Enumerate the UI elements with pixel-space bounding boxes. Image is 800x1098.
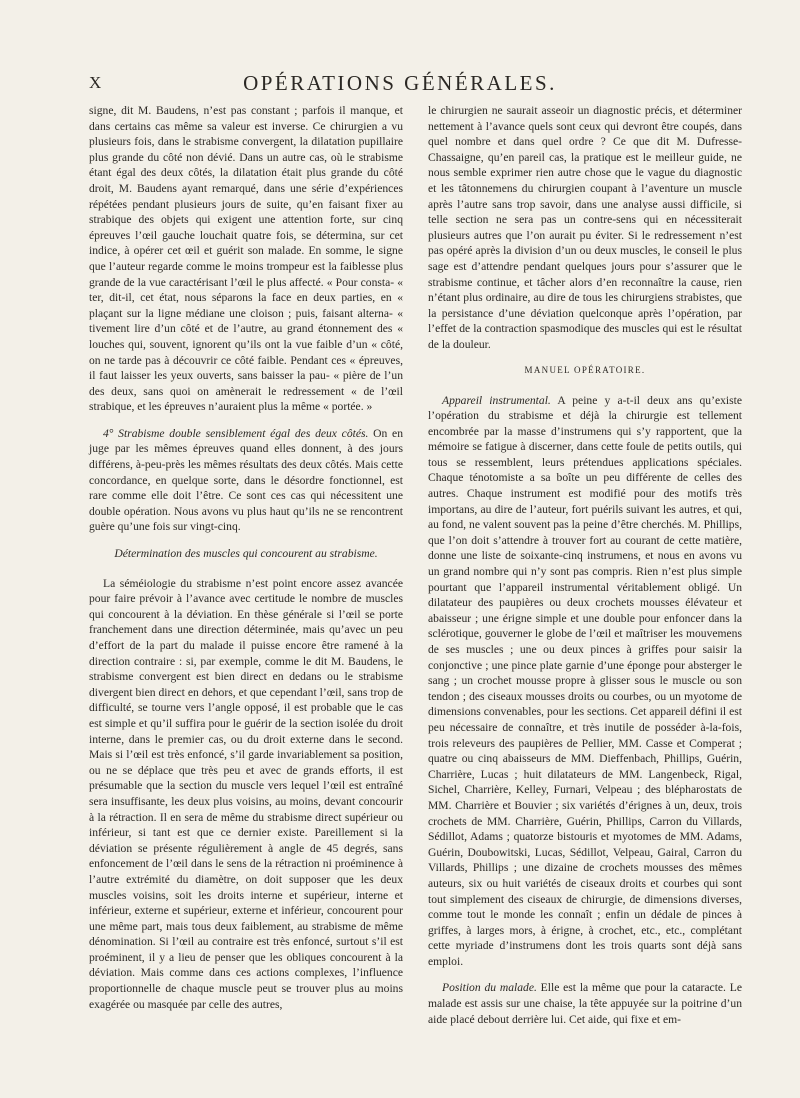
section-heading-manuel: MANUEL OPÉRATOIRE. — [524, 364, 646, 375]
paragraph-right-2-lead: Appareil instrumental. — [442, 393, 551, 407]
paragraph-right-2 — [428, 393, 742, 970]
paragraph-right-2-text: A peine y a-t-il deux ans qu’existe l’opération du strabisme et déjà la chirurgie est tellement encombrée par la masse d’instrumens qui s’y rapportent, que la mémoire se fatigue à discerner, dans cette foule de petits outils, qui tous se ressemblent, leurs prétendues applications spéciales. Chaque ténotomiste a sa boîte un peu différente de celles des autres. Chaque instrument est modifié pour des motifs très importans, au dire de l’auteur, fort puérils suivant les autres, et qui, au fond, ne valent souvent pas la peine d’être cherchés. M. Phillips, que l’on doit s’attendre à trouver fort au courant de cette matière, donne une liste de soixante-cinq instrumens, et nous en avons vu un grand nombre qui n’y sont pas compris. Rien n’est plus simple pourtant que l’appareil instrumental véritablement obligé. Un dilatateur des paupières ou deux crochets mousses élévateur et abaisseur ; une érigne simple et une double pour enfoncer dans la sclérotique, gouverner le globe de l’œil et maîtriser les mouvemens de ses muscles ; une ou deux pinces à griffes pour saisir la conjonctive ; une pince plate garnie d’une éponge pour absterger le sang ; un crochet mousse propre à glisser sous le muscle ou son tendon ; des ciseaux mousses droits ou courbes, ou un myotome de dimensions convenables, pour les sections. Cet appareil défini il est peu nécessaire de connaître, et très inutile de posséder à-la-fois, trois releveurs des paupières de Pellier, MM. Casse et Comperat ; quatre ou cinq abaisseurs de MM. Dieffenbach, Phillips, Guérin, Charrière, Lucas ; huit dilatateurs de MM. Langenbeck, Rigal, Sichel, Charrière, Kelley, Furnari, Velpeau ; des blépharostats de MM. Charrière et Bouvier ; six variétés d’érignes à un, deux, trois crochets de MM. Charrière, Guérin, Phillips, Carron du Villards, Sédillot, Adams ; quatorze bistouris et myotomes de MM. Adams, Guérin, Doubowitski, Lucas, Sédillot, Velpeau, Gairal, Carron du Villards, Phillips ; une dizaine de crochets mousses des mêmes auteurs, six ou huit variétés de ciseaux droits et courbes qui sont tout simplement des ciseaux de chirurgie, de dimensions diverses, comme tout le monde les connaît ; enfin un dédale de pinces à griffes, à larges mors, à érigne, à crochet, etc., etc., complétant cette myriade d’instrumens dont les trois quarts sont déjà sans emploi. — [428, 393, 742, 968]
paragraph-left-3: La séméiologie du strabisme n’est point encore assez avancée pour faire prévoir à l’avance avec certitude le nombre de muscles qui concourent à la déviation. En thèse générale si l’œil se porte franchement dans une direction déterminée, mais qu’avec un peu d’effort de la part du malade il puisse encore être ramené à la direction contraire : si, par exemple, comme le dit M. Baudens, le strabisme convergent est bien direct en dedans ou le strabisme divergent bien direct en dehors, et que cependant l’œil, sans trop de difficulté, se tourne vers l’angle opposé, il est probable que le cas est simple et qu’il suffira pour le guérir de la section isolée du droit interne, dans le premier cas, ou du droit externe dans le second. Mais si l’œil est très enfoncé, s’il garde invariablement sa position, ou ne se déplace que très peu et avec de grands efforts, il est présumable que la section du muscle vers lequel l’œil est entraîné sera insuffisante, les deux plus voisins, au moins, devant concourir à la rétraction. Il en sera de même du strabisme direct supérieur ou inférieur, si tant est que ce dernier existe. Pareillement si la déviation se présente régulièrement à angle de 45 degrés, sans enfoncement de l’œil dans le sens de la rétraction ni proéminence à l’autre extrémité du diamètre, on doit supposer que les deux muscles voisins, soit les droits interne et supérieur, interne et inférieur, externe et supérieur, externe et inférieur, concourent pour une même part, mais tous deux faiblement, au strabisme de même dénomination. Si l’œil au contraire est très enfoncé, surtout s’il est proéminent, il y a lieu de penser que les obliques concourent à la déviation. Mais comme dans ces actions complexes, l’influence proportionnelle de chaque muscle peut se trouver plus au moins exagérée ou masquée par celle des autres, — [89, 576, 403, 1011]
section-heading-muscles: Détermination des muscles qui concourent au strabisme. — [114, 547, 378, 561]
paragraph-right-3-text: Elle est la même que pour la cataracte. Le malade est assis sur une chaise, la tête appuyée sur la poitrine d’un aide placé debout derrière lui. Cet aide, qui fixe et em- — [428, 981, 742, 1026]
paragraph-right-3 — [428, 980, 742, 1027]
paragraph-left-2-text: On en juge par les mêmes épreuves quand elles donnent, à des jours différens, à-peu-près les mêmes résultats des deux côtés. Mais cette concordance, en quelque sorte, dans le désordre fonctionnel, est rare comme elle doit l’être. Ce sont ces cas qui nécessitent une double opération. Nous avons vu plus haut qu’ils ne se rencontrent guère qu’une fois sur vingt-cinq. — [89, 426, 403, 534]
right-column — [428, 103, 742, 1027]
paragraph-left-2 — [89, 426, 403, 535]
left-column — [89, 103, 403, 1012]
page-folio: X — [89, 73, 103, 92]
paragraph-left-2-lead: 4° Strabisme double sensiblement égal des deux côtés. — [103, 426, 369, 440]
paragraph-right-1: le chirurgien ne saurait asseoir un diagnostic précis, et déterminer nettement à l’avance quels sont ceux qui devront être coupés, dans quel nombre et dans quel ordre ? Ce que dit M. Dufresse-Chassaigne, qu’en pareil cas, la pratique est le meilleur guide, ne nous semble exprimer rien autre chose que le vague du diagnostic et les tâtonnemens du chirurgien coupant à l’aventure un muscle après l’autre sans trop savoir, dans une analyse aussi difficile, si telle section ne sera pas un contre-sens qui en nécessiterait plusieurs autres que l’on aurait pu éviter. Si le redressement n’est pas opéré après la division d’un ou deux muscles, le conseil le plus sage est d’attendre pendant quelques jours pour s’assurer que le strabisme continue, et tâcher alors d’en reconnaître la cause, rien n’étant plus ordinaire, au dire de tous les chirurgiens strabistes, que la persistance d’une déviation quelconque après l’opération, par l’effet de la contraction spasmodique des muscles qui est le résultat de la douleur. — [428, 104, 742, 351]
running-head: OPÉRATIONS GÉNÉRALES. — [243, 71, 557, 95]
paragraph-right-3-lead: Position du malade. — [442, 981, 537, 995]
paragraph-left-1: signe, dit M. Baudens, n’est pas constant ; parfois il manque, et dans certains cas même sa valeur est inverse. Ce chirurgien a vu plusieurs fois, dans le strabisme convergent, la dilatation pupillaire plus grande du côté non dévié. Dans un autre cas, où le strabisme étant égal des deux côtés, la dilatation était plus grande du côté droit, M. Baudens ayant remarqué, dans une série d’expériences répétées pendant plusieurs jours de suite, qu’en faisant fixer au strabique des objets qui exigent une attention forte, sur cinq épreuves l’œil gauche louchait quatre fois, se détermina, sur cet indice, à opérer cet œil et guérit son malade. En somme, le signe que l’auteur regarde comme le moins trompeur est la faiblesse plus grande de la vue caractérisant l’œil le plus affecté. « Pour consta- « ter, dit-il, cet état, nous séparons la face en deux parties, en « plaçant sur la ligne médiane une cloison ; puis, faisant alterna- « tivement lire d’un côté et de l’autre, au grand étonnement des « louches qui, souvent, ignorent qu’ils ont la vue faible d’un « côté, on ne tarde pas à découvrir ce côté faible. Pendant ces « épreuves, il faut laisser les yeux ouverts, sans baisser la pau- « pière de l’un des deux, sans quoi on amènerait le redressement « de l’œil strabique, et les épreuves n’auraient plus la même « portée. » — [89, 104, 403, 414]
